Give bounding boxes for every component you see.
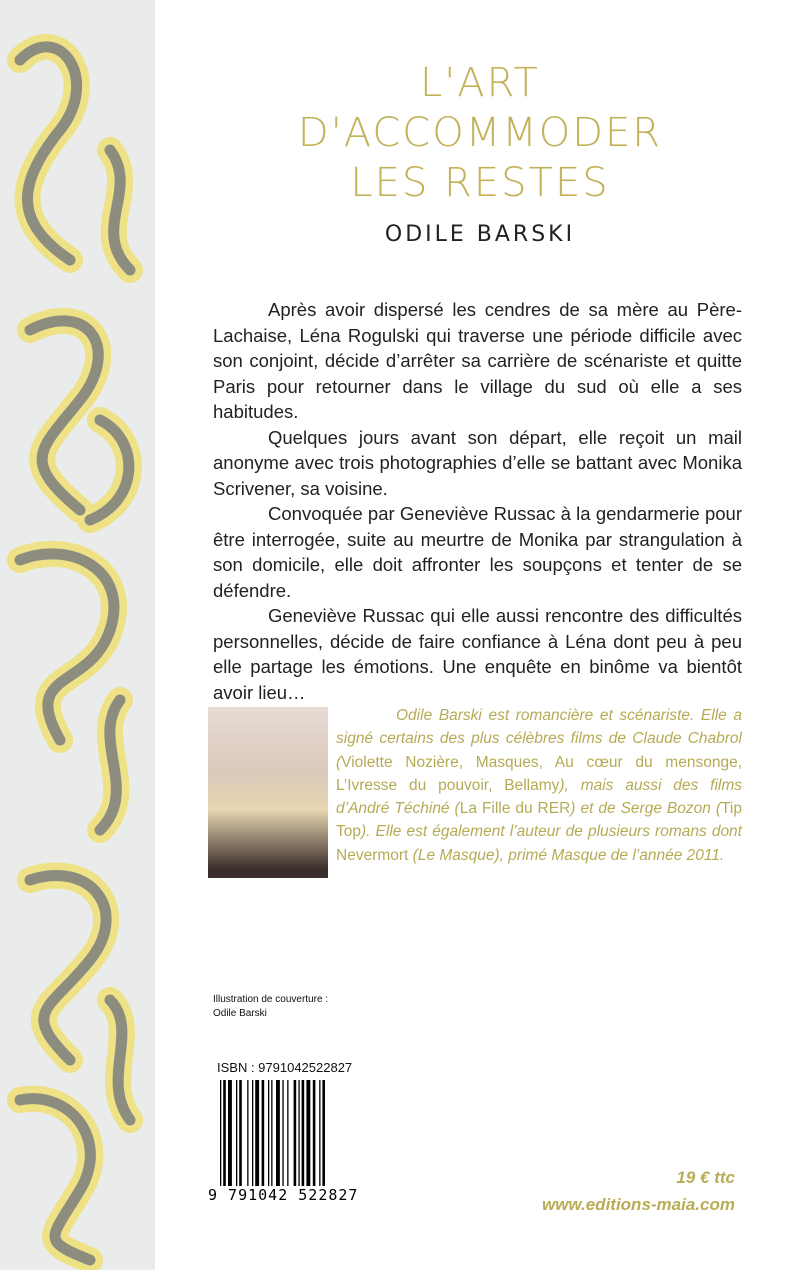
barcode (208, 1080, 368, 1200)
illustration-credit (213, 993, 328, 1021)
isbn: ISBN : 9791042522827 (217, 1060, 353, 1075)
film-titles: Violette Nozière, Masques, Au cœur du mensonge, L’Ivresse du pouvoir, Bellamy (336, 753, 742, 794)
book-title (200, 58, 760, 208)
author-bio (336, 704, 742, 867)
book-summary (213, 297, 742, 705)
summary-paragraph: Après avoir dispersé les cendres de sa mère au Père-Lachaise, Léna Rogulski qui traverse une période difficile avec son conjoint, décide d’arrêter sa carrière de scénariste et quitte Paris pour retourner dans le village du sud où elle a ses habitudes. (213, 299, 742, 422)
bio-text: (Le Masque), primé Masque de l’année 2011. (408, 846, 725, 864)
bio-text: ). Elle est également l’auteur de plusieurs romans dont (361, 823, 742, 841)
film-title: Tip Top (336, 800, 742, 841)
title-line: L'ART (420, 60, 540, 106)
author-photo (208, 707, 328, 878)
barcode-number: 9 791042 522827 (208, 1186, 359, 1204)
publisher-website: www.editions-maia.com (541, 1195, 735, 1214)
author-name: ODILE BARSKI (384, 222, 576, 247)
price: 19 € ttc (676, 1168, 735, 1187)
film-title: La Fille du RER (459, 800, 571, 818)
cover-illustration-strip (0, 0, 155, 1270)
squiggle-artwork (0, 0, 155, 1270)
novel-title: Nevermort (336, 846, 409, 864)
summary-paragraph: Convoquée par Geneviève Russac à la gendarmerie pour être interrogée, suite au meurtre de Monika par strangulation à son domicile, elle doit affronter les soupçons et tenter de se défendre. (213, 503, 742, 601)
credit-name: Odile Barski (213, 1008, 267, 1019)
credit-label: Illustration de couverture : (213, 994, 329, 1005)
bio-text: ), mais aussi des films d’André Téchiné ( (336, 776, 742, 818)
summary-paragraph: Quelques jours avant son départ, elle reçoit un mail anonyme avec trois photographies d’elle se battant avec Monika Scrivener, sa voisine. (213, 426, 742, 499)
title-line: LES RESTES (350, 160, 610, 206)
bio-text: ) et de Serge Bozon ( (570, 800, 722, 818)
bio-text: Odile Barski est romancière et scénariste. Elle a signé certains des plus célèbres films de Claude Chabrol ( (336, 707, 742, 771)
summary-paragraph: Geneviève Russac qui elle aussi rencontre des difficultés personnelles, décide de faire confiance à Léna dont peu à peu elle partage les émotions. Une enquête en binôme va bientôt avoir lieu… (213, 605, 742, 703)
title-line: D'ACCOMMODER (297, 110, 663, 156)
